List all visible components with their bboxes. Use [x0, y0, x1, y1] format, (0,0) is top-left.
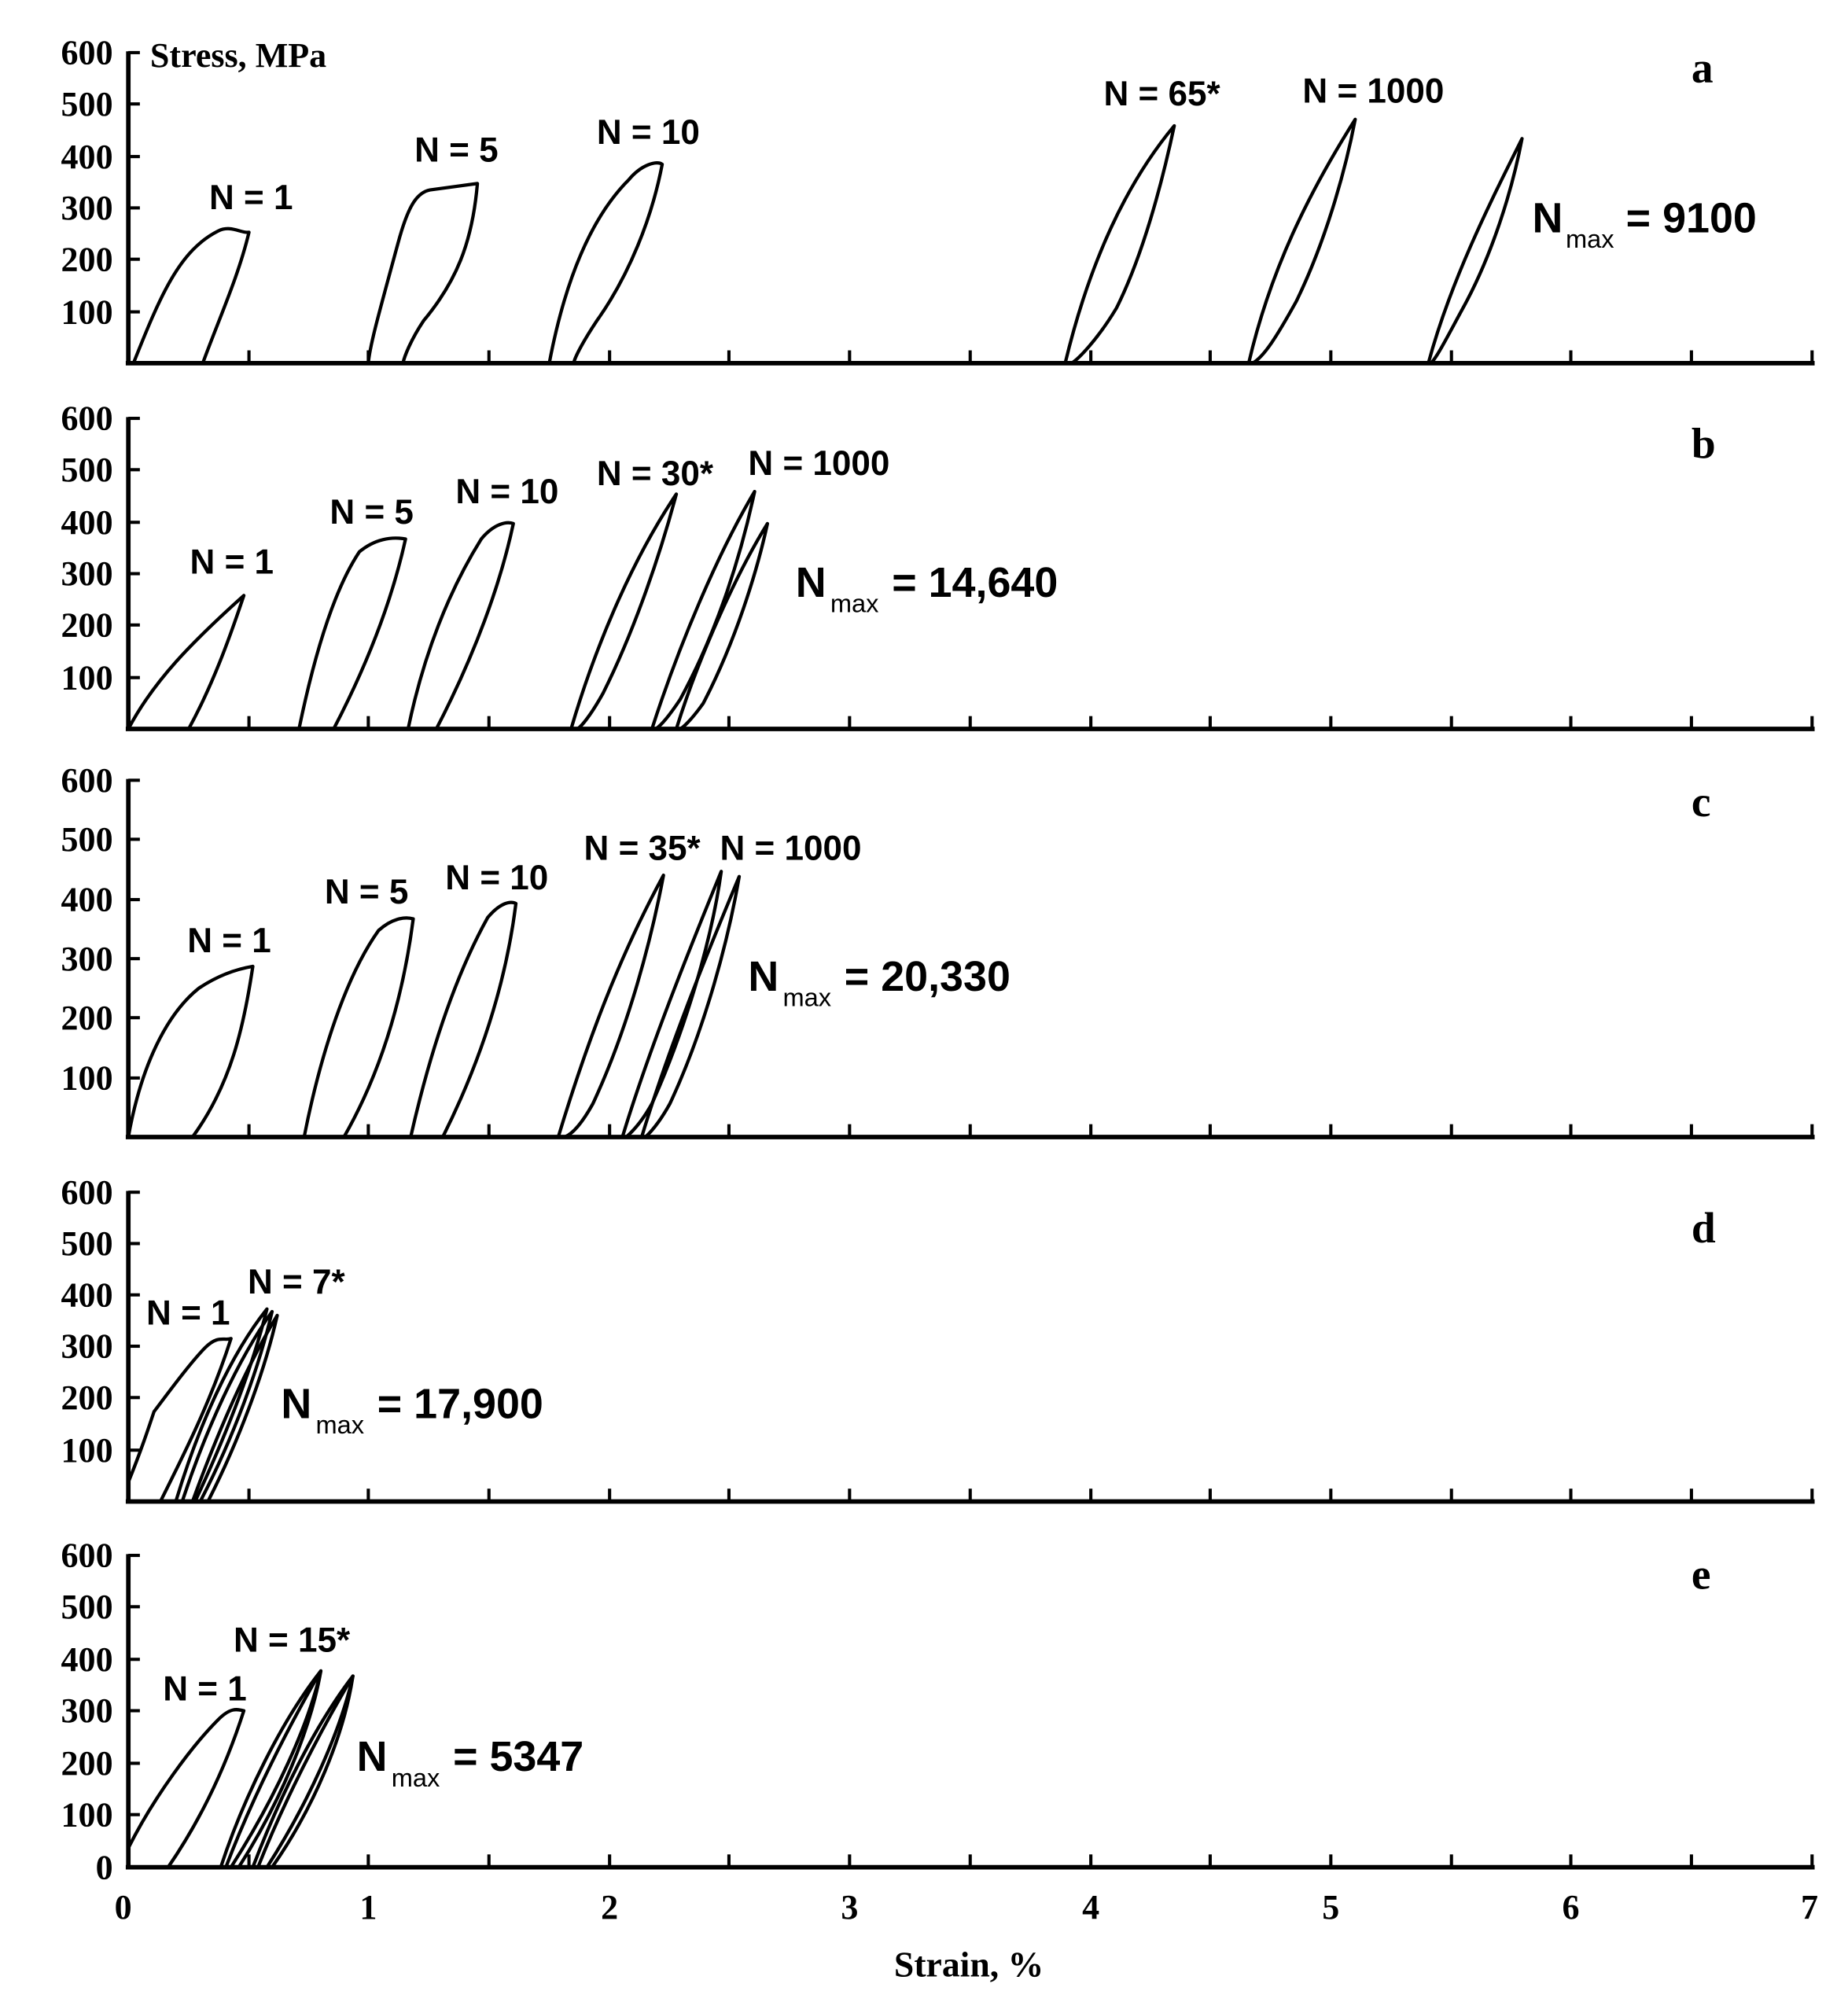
- svg-text:500: 500: [61, 451, 113, 490]
- svg-text:300: 300: [61, 1327, 113, 1366]
- svg-text:N = 10: N = 10: [445, 859, 549, 898]
- svg-text:100: 100: [61, 1058, 113, 1098]
- svg-text:N = 15*: N = 15*: [234, 1621, 351, 1660]
- nmax-label: [796, 559, 1058, 618]
- svg-text:N = 30*: N = 30*: [596, 454, 714, 493]
- panel-letter: b: [1691, 420, 1716, 469]
- svg-text:N = 5: N = 5: [329, 492, 414, 532]
- svg-text:N: N: [795, 558, 826, 606]
- svg-text:2: 2: [601, 1887, 619, 1927]
- cycle-labels: [187, 829, 861, 960]
- svg-text:= 5347: = 5347: [453, 1733, 584, 1781]
- svg-text:500: 500: [61, 84, 113, 123]
- svg-text:300: 300: [61, 1691, 113, 1731]
- svg-text:N = 10: N = 10: [596, 112, 700, 152]
- panel-letter: a: [1691, 44, 1714, 93]
- panel-letter: e: [1691, 1551, 1711, 1599]
- svg-text:200: 200: [61, 240, 113, 279]
- svg-text:= 14,640: = 14,640: [892, 558, 1058, 606]
- svg-text:300: 300: [61, 189, 113, 228]
- svg-text:N = 1: N = 1: [146, 1294, 230, 1333]
- nmax-label: [281, 1380, 543, 1439]
- svg-text:N = 1000: N = 1000: [748, 443, 890, 483]
- svg-text:200: 200: [61, 1744, 113, 1783]
- svg-text:N: N: [748, 952, 779, 1000]
- svg-text:100: 100: [61, 1795, 113, 1835]
- svg-text:N: N: [356, 1733, 388, 1781]
- svg-text:400: 400: [61, 1275, 113, 1315]
- svg-text:N = 65*: N = 65*: [1103, 74, 1220, 113]
- nmax-label: [748, 953, 1010, 1012]
- x-axis-label: Strain, %: [893, 1944, 1044, 1985]
- svg-text:N = 1: N = 1: [187, 921, 271, 960]
- svg-text:N = 5: N = 5: [324, 872, 409, 911]
- svg-text:600: 600: [61, 33, 113, 72]
- svg-text:6: 6: [1562, 1887, 1580, 1927]
- svg-text:N = 1: N = 1: [209, 178, 293, 218]
- panel-letter: c: [1691, 778, 1711, 826]
- svg-text:200: 200: [61, 998, 113, 1037]
- svg-text:0: 0: [114, 1887, 132, 1927]
- svg-text:max: max: [315, 1410, 365, 1440]
- svg-text:max: max: [391, 1762, 440, 1792]
- svg-text:300: 300: [61, 554, 113, 594]
- svg-text:N: N: [281, 1380, 312, 1428]
- svg-text:600: 600: [61, 760, 113, 800]
- hysteresis-loops: [128, 1309, 277, 1502]
- svg-text:100: 100: [61, 1430, 113, 1470]
- svg-text:N = 5: N = 5: [414, 131, 499, 170]
- svg-text:N: N: [1532, 194, 1563, 242]
- svg-text:= 17,900: = 17,900: [377, 1380, 543, 1428]
- cycle-labels: [146, 1263, 345, 1332]
- svg-text:max: max: [830, 588, 879, 618]
- svg-text:200: 200: [61, 1378, 113, 1417]
- svg-text:600: 600: [61, 1536, 113, 1575]
- svg-text:400: 400: [61, 1640, 113, 1679]
- svg-text:600: 600: [61, 399, 113, 438]
- hysteresis-loops: [134, 120, 1522, 363]
- svg-text:300: 300: [61, 939, 113, 978]
- svg-text:1: 1: [359, 1887, 377, 1927]
- svg-text:N = 1: N = 1: [163, 1669, 247, 1709]
- panel-letter: d: [1691, 1204, 1716, 1253]
- panel-c: [61, 761, 1815, 1139]
- svg-text:400: 400: [61, 502, 113, 542]
- hysteresis-loops: [128, 491, 768, 729]
- svg-text:600: 600: [61, 1172, 113, 1212]
- y-tick-labels: [61, 1173, 113, 1470]
- cycle-labels: [163, 1621, 351, 1708]
- svg-text:N = 10: N = 10: [455, 472, 559, 511]
- svg-text:7: 7: [1801, 1887, 1819, 1927]
- svg-text:N = 7*: N = 7*: [247, 1263, 345, 1302]
- panel-e: [61, 1536, 1815, 1887]
- svg-text:3: 3: [841, 1887, 859, 1927]
- svg-text:100: 100: [61, 293, 113, 332]
- svg-text:500: 500: [61, 820, 113, 859]
- cycle-labels: [190, 444, 890, 582]
- svg-text:5: 5: [1322, 1887, 1340, 1927]
- svg-text:max: max: [782, 982, 832, 1012]
- svg-text:N = 1: N = 1: [190, 543, 274, 582]
- svg-text:4: 4: [1082, 1887, 1100, 1927]
- y-tick-labels: [61, 1536, 113, 1887]
- svg-text:= 9100: = 9100: [1625, 194, 1757, 242]
- svg-text:500: 500: [61, 1588, 113, 1627]
- svg-text:N = 1000: N = 1000: [1302, 72, 1445, 111]
- svg-text:= 20,330: = 20,330: [844, 952, 1011, 1000]
- svg-text:0: 0: [95, 1848, 113, 1887]
- x-tick-labels: [115, 1888, 1818, 1927]
- panel-a: [61, 34, 1815, 365]
- panel-d: [61, 1173, 1815, 1503]
- y-tick-labels: [61, 34, 113, 332]
- panel-b: [61, 399, 1815, 731]
- svg-text:400: 400: [61, 137, 113, 176]
- svg-text:N = 1000: N = 1000: [720, 829, 862, 868]
- svg-text:200: 200: [61, 605, 113, 645]
- svg-text:100: 100: [61, 658, 113, 697]
- svg-text:400: 400: [61, 880, 113, 919]
- svg-text:max: max: [1565, 223, 1614, 253]
- y-tick-labels: [61, 399, 113, 697]
- y-axis-label: Stress, MPa: [149, 35, 327, 75]
- nmax-label: [1533, 194, 1757, 253]
- cycle-labels: [209, 72, 1444, 217]
- y-tick-labels: [61, 761, 113, 1098]
- svg-text:N = 35*: N = 35*: [583, 829, 701, 868]
- svg-text:500: 500: [61, 1224, 113, 1264]
- nmax-label: [357, 1733, 584, 1792]
- hysteresis-loops: [128, 871, 739, 1137]
